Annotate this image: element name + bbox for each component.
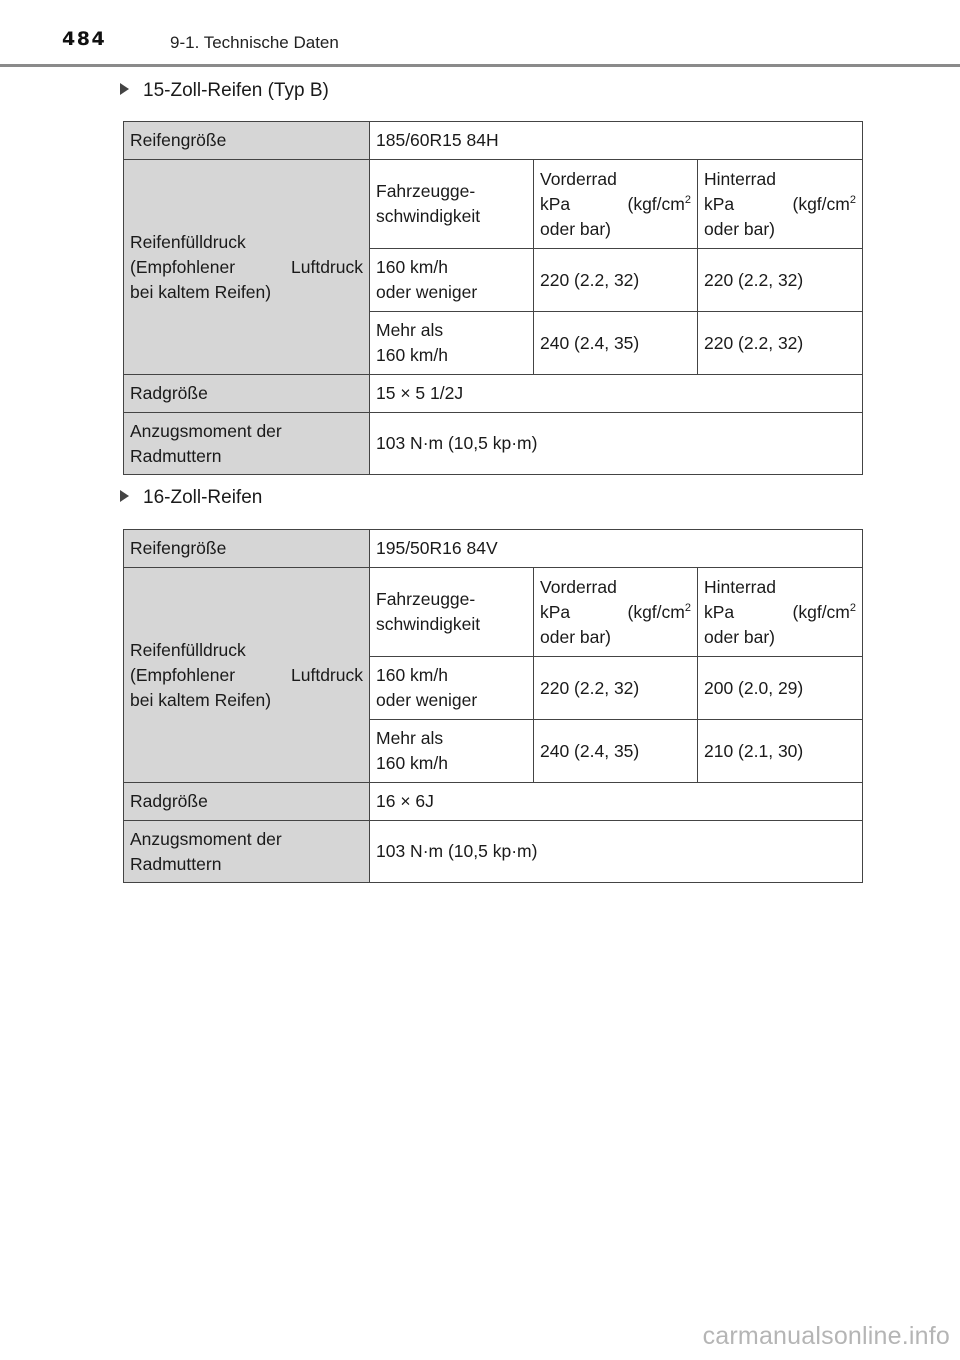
unit-text: kPa (kgf/cm	[704, 193, 850, 214]
rear-header-line: Hinterrad	[704, 576, 776, 597]
speed-line: 160 km/h	[376, 345, 448, 365]
speed-line: Mehr als	[376, 320, 444, 340]
table-row	[124, 821, 863, 883]
tire-size-label: Reifengröße	[124, 122, 370, 160]
speed-header-line: Fahrzeugge-	[376, 589, 476, 609]
unit-text: kPa (kgf/cm	[704, 601, 850, 622]
speed-header-line: schwindigkeit	[376, 206, 481, 226]
wheel-size-value: 15 × 5 1/2J	[370, 375, 863, 413]
pressure-label	[124, 568, 370, 783]
unit-superscript: 2	[684, 601, 691, 614]
speed-cell	[370, 249, 534, 312]
speed-line: 160 km/h	[376, 257, 448, 277]
pressure-label-line: bei kaltem Reifen)	[130, 281, 272, 302]
rear-header-line: oder bar)	[704, 218, 776, 239]
triangle-bullet-icon	[120, 83, 129, 95]
speed-cell	[370, 657, 534, 720]
table-row	[124, 783, 863, 821]
heading-16-inch	[120, 487, 262, 509]
unit-text: kPa (kgf/cm	[540, 193, 685, 214]
page-number: 484	[62, 28, 107, 50]
front-header-unit	[540, 600, 691, 625]
watermark: carmanualsonline.info	[702, 1322, 950, 1350]
torque-label	[124, 821, 370, 883]
table-row	[124, 568, 863, 657]
wheel-size-label: Radgröße	[124, 783, 370, 821]
speed-line: oder weniger	[376, 282, 478, 302]
rear-pressure-cell: 220 (2.2, 32)	[698, 249, 863, 312]
page-header	[0, 0, 960, 68]
speed-header-line: Fahrzeugge-	[376, 181, 476, 201]
torque-label-line: Anzugsmoment der	[130, 420, 282, 441]
unit-superscript: 2	[849, 601, 857, 614]
front-header-line: oder bar)	[540, 218, 612, 239]
rear-pressure-cell: 210 (2.1, 30)	[698, 720, 863, 783]
speed-header-line: schwindigkeit	[376, 614, 481, 634]
speed-line: oder weniger	[376, 690, 478, 710]
front-header	[534, 160, 698, 249]
speed-header	[370, 568, 534, 657]
unit-text: kPa (kgf/cm	[540, 601, 685, 622]
pressure-label-line: Reifenfülldruck	[130, 231, 246, 252]
front-header	[534, 568, 698, 657]
speed-cell	[370, 720, 534, 783]
speed-cell	[370, 312, 534, 375]
tire-size-value: 185/60R15 84H	[370, 122, 863, 160]
rear-header	[698, 568, 863, 657]
pressure-label-line: (Empfohlener Luftdruck	[130, 256, 363, 277]
torque-value: 103 N·m (10,5 kp·m)	[370, 821, 863, 883]
front-pressure-cell: 220 (2.2, 32)	[534, 249, 698, 312]
table-row	[124, 413, 863, 475]
table-row	[124, 375, 863, 413]
tire-size-value: 195/50R16 84V	[370, 530, 863, 568]
pressure-label-line: Reifenfülldruck	[130, 639, 246, 660]
front-header-line: Vorderrad	[540, 168, 617, 189]
torque-label-line: Radmuttern	[130, 853, 222, 874]
tire-size-label: Reifengröße	[124, 530, 370, 568]
heading-text: 16-Zoll-Reifen	[143, 487, 263, 508]
rear-header	[698, 160, 863, 249]
torque-value: 103 N·m (10,5 kp·m)	[370, 413, 863, 475]
tire-spec-table-15	[123, 121, 863, 475]
speed-line: 160 km/h	[376, 753, 448, 773]
wheel-size-label: Radgröße	[124, 375, 370, 413]
rear-header-line: oder bar)	[704, 626, 776, 647]
front-pressure-cell: 240 (2.4, 35)	[534, 720, 698, 783]
rear-header-unit	[704, 192, 856, 217]
heading-text: 15-Zoll-Reifen (Typ B)	[143, 80, 329, 101]
front-pressure-cell: 220 (2.2, 32)	[534, 657, 698, 720]
rear-header-unit	[704, 600, 856, 625]
rear-pressure-cell: 200 (2.0, 29)	[698, 657, 863, 720]
front-header-unit	[540, 192, 691, 217]
pressure-label	[124, 160, 370, 375]
front-header-line: Vorderrad	[540, 576, 617, 597]
pressure-label-line: (Empfohlener Luftdruck	[130, 664, 363, 685]
table-row	[124, 122, 863, 160]
speed-header	[370, 160, 534, 249]
front-header-line: oder bar)	[540, 626, 612, 647]
triangle-bullet-icon	[120, 490, 129, 502]
header-rule	[0, 64, 960, 67]
tire-spec-table-16	[123, 529, 863, 883]
wheel-size-value: 16 × 6J	[370, 783, 863, 821]
table-row	[124, 160, 863, 249]
heading-15-inch	[120, 80, 329, 102]
torque-label-line: Radmuttern	[130, 445, 222, 466]
rear-header-line: Hinterrad	[704, 168, 776, 189]
torque-label	[124, 413, 370, 475]
table-row	[124, 530, 863, 568]
speed-line: 160 km/h	[376, 665, 448, 685]
front-pressure-cell: 240 (2.4, 35)	[534, 312, 698, 375]
speed-line: Mehr als	[376, 728, 444, 748]
pressure-label-line: bei kaltem Reifen)	[130, 689, 272, 710]
section-title: 9-1. Technische Daten	[170, 33, 339, 52]
rear-pressure-cell: 220 (2.2, 32)	[698, 312, 863, 375]
unit-superscript: 2	[849, 193, 856, 206]
unit-superscript: 2	[684, 193, 691, 206]
torque-label-line: Anzugsmoment der	[130, 828, 282, 849]
